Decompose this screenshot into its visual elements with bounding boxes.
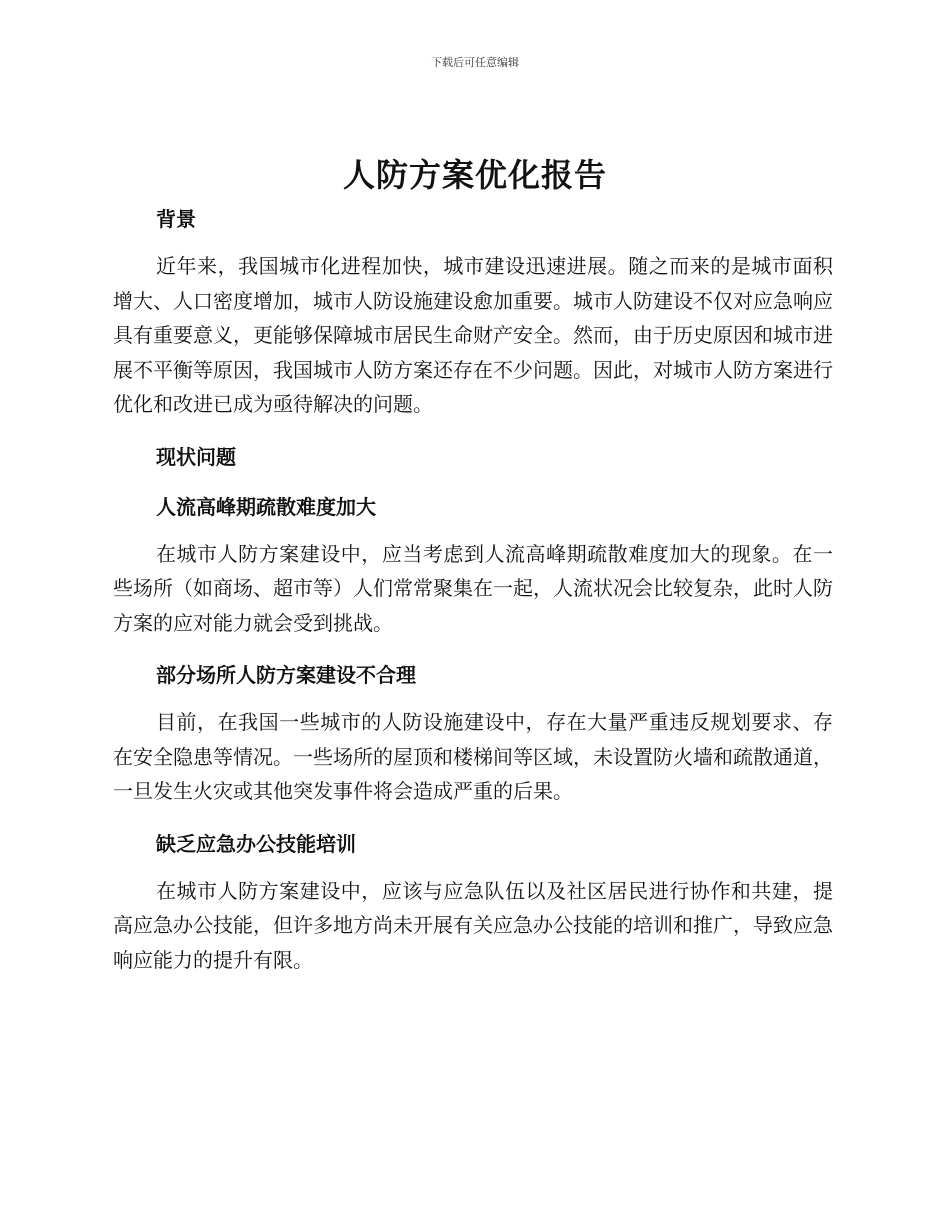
section-paragraph-unreasonable-construction: 目前，在我国一些城市的人防设施建设中，存在大量严重违反规划要求、存在安全隐患等情况。一些场所的屋顶和楼梯间等区域，未设置防火墙和疏散通道，一旦发生火灾或其他突发事件将会造成严重的后果。 bbox=[113, 710, 833, 803]
section-heading-current-problems: 现状问题 bbox=[156, 444, 236, 469]
document-body bbox=[113, 200, 833, 977]
section-paragraph-skills-training: 在城市人防方案建设中，应该与应急队伍以及社区居民进行协作和共建，提高应急办公技能，但许多地方尚未开展有关应急办公技能的培训和推广，导致应急响应能力的提升有限。 bbox=[113, 878, 833, 972]
section-heading-peak-evacuation: 人流高峰期疏散难度加大 bbox=[156, 494, 376, 519]
section-heading-background: 背景 bbox=[156, 207, 196, 231]
section-paragraph-peak-evacuation: 在城市人防方案建设中，应当考虑到人流高峰期疏散难度加大的现象。在一些场所（如商场、超市等）人们常常聚集在一起，人流状况会比较复杂，此时人防方案的应对能力就会受到挑战。 bbox=[113, 541, 833, 635]
header-note: 下载后可任意编辑 bbox=[431, 56, 519, 69]
section-heading-skills-training: 缺乏应急办公技能培训 bbox=[156, 831, 356, 856]
document-title: 人防方案优化报告 bbox=[342, 156, 607, 194]
section-heading-unreasonable-construction: 部分场所人防方案建设不合理 bbox=[156, 663, 416, 687]
section-paragraph-background: 近年来，我国城市化进程加快，城市建设迅速进展。随之而来的是城市面积增大、人口密度增加，城市人防设施建设愈加重要。城市人防建设不仅对应急响应具有重要意义，更能够保障城市居民生命财产安全。然而，由于历史原因和城市进展不平衡等原因，我国城市人防方案还存在不少问题。因此，对城市人防方案进行优化和改进已成为亟待解决的问题。 bbox=[113, 254, 833, 416]
